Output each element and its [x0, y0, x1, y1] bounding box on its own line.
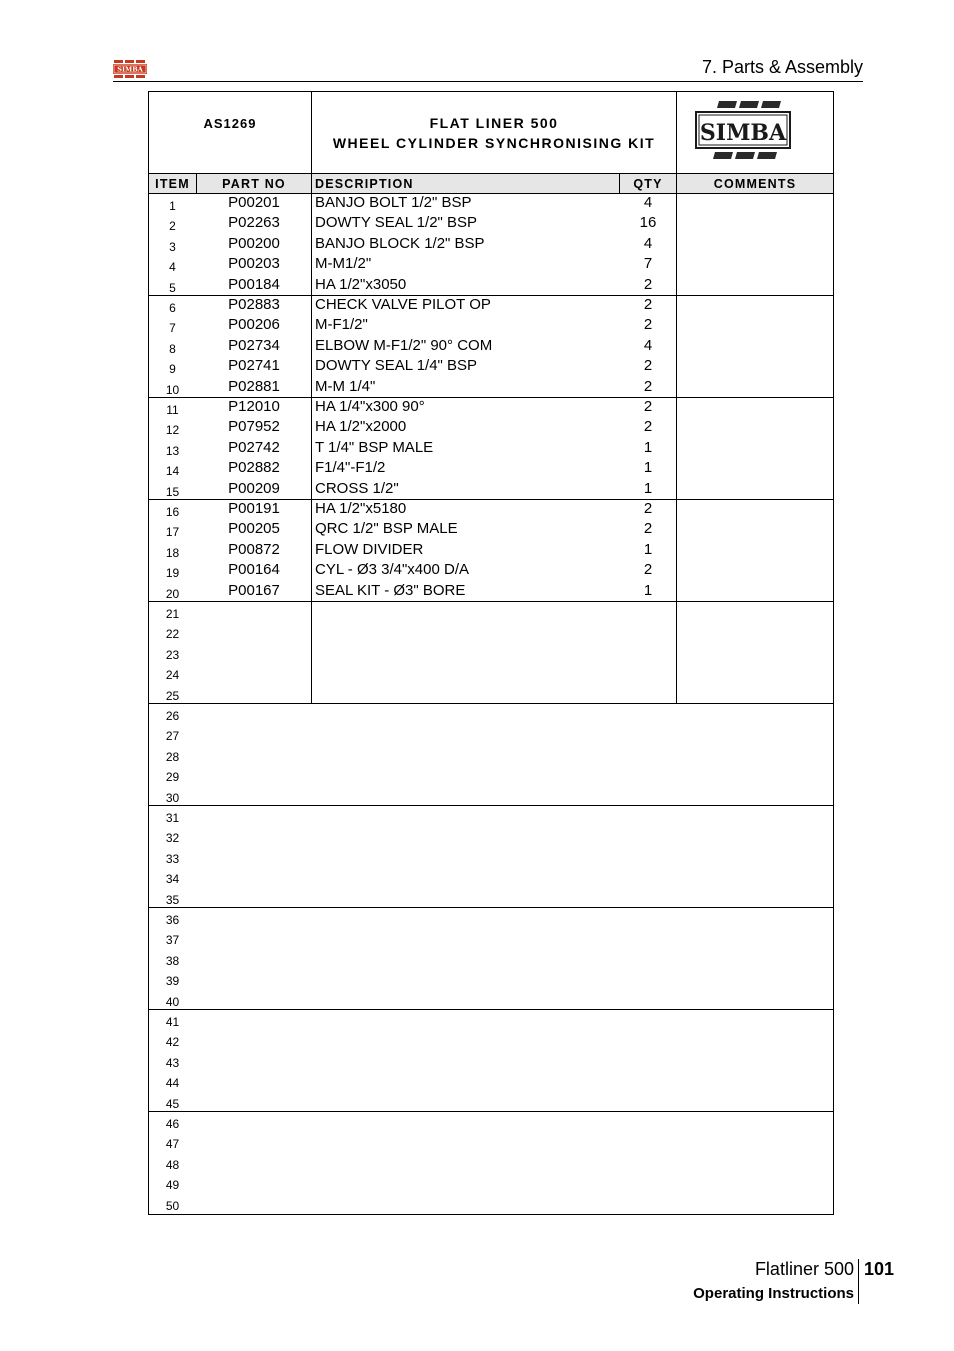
part-description: DOWTY SEAL 1/2" BSP	[315, 214, 478, 232]
item-number: 28	[165, 749, 180, 764]
table-row	[149, 849, 833, 869]
quantity: 7	[643, 255, 653, 273]
part-description: BANJO BLOCK 1/2" BSP	[315, 234, 485, 252]
item-number: 15	[165, 484, 180, 499]
item-number: 8	[169, 341, 176, 356]
table-row	[149, 665, 833, 685]
footer-divider	[858, 1259, 859, 1304]
part-number: P07952	[228, 418, 280, 436]
item-number: 47	[165, 1137, 180, 1152]
quantity: 2	[643, 500, 653, 517]
part-description: SEAL KIT - Ø3" BORE	[315, 581, 466, 599]
item-number: 44	[165, 1076, 180, 1091]
item-number: 46	[165, 1117, 180, 1131]
part-number: P00206	[228, 316, 280, 334]
item-number: 1	[169, 199, 176, 213]
item-number: 37	[165, 933, 180, 948]
item-number: 21	[165, 607, 180, 621]
part-description: M-M 1/4"	[315, 377, 376, 395]
table-row	[149, 971, 833, 991]
quantity: 1	[643, 581, 653, 599]
item-number: 48	[165, 1157, 180, 1172]
assembly-code: AS1269	[203, 116, 257, 131]
part-description: BANJO BOLT 1/2" BSP	[315, 194, 472, 211]
table-row	[149, 726, 833, 746]
group-divider	[149, 1111, 833, 1112]
page-number: 101	[864, 1259, 895, 1279]
part-number: P02883	[228, 296, 280, 313]
quantity: 2	[643, 357, 653, 375]
quantity: 2	[643, 520, 653, 538]
part-description: ELBOW M-F1/2" 90° COM	[315, 336, 493, 354]
item-number: 23	[165, 647, 180, 662]
item-number: 43	[165, 1055, 180, 1070]
item-number: 49	[165, 1178, 180, 1193]
part-description: HA 1/2"x3050	[315, 275, 407, 293]
table-row	[149, 1175, 833, 1195]
table-row	[149, 910, 833, 930]
small-logo-text: SIMBA	[117, 65, 143, 74]
item-number: 25	[165, 688, 180, 703]
kit-title	[312, 113, 676, 153]
item-number: 33	[165, 851, 180, 866]
item-number: 29	[165, 770, 180, 785]
part-number: P02741	[228, 357, 280, 375]
table-row	[149, 1053, 833, 1073]
group-divider	[149, 1009, 833, 1010]
part-number: P00201	[228, 194, 280, 211]
col-header-comments: COMMENTS	[713, 177, 797, 191]
part-number: P12010	[228, 398, 280, 415]
part-number: P00205	[228, 520, 280, 538]
table-row	[149, 1032, 833, 1052]
table-row	[149, 767, 833, 787]
item-number: 35	[165, 892, 180, 907]
table-row	[149, 298, 833, 318]
item-number: 7	[169, 321, 176, 336]
table-row	[149, 1155, 833, 1175]
col-header-item: ITEM	[155, 177, 190, 191]
quantity: 2	[643, 275, 653, 293]
item-number: 22	[165, 627, 180, 642]
item-number: 36	[165, 913, 180, 927]
table-row	[149, 563, 833, 583]
table-row	[149, 1073, 833, 1093]
table-row	[149, 257, 833, 277]
group-divider	[149, 907, 833, 908]
table-row	[149, 645, 833, 665]
part-number: P00200	[228, 234, 280, 252]
item-number: 13	[165, 443, 180, 458]
table-row	[149, 1114, 833, 1134]
column-header-row	[149, 174, 833, 194]
col-header-description: DESCRIPTION	[315, 177, 414, 191]
page-header	[0, 0, 954, 90]
item-number: 4	[169, 260, 176, 275]
table-row	[149, 1012, 833, 1032]
table-row	[149, 706, 833, 726]
quantity: 4	[643, 336, 653, 354]
page-footer	[0, 1250, 954, 1310]
quantity: 2	[643, 316, 653, 334]
part-number: P00872	[228, 540, 280, 558]
part-number: P02881	[228, 377, 280, 395]
quantity: 1	[643, 540, 653, 558]
col-header-qty: QTY	[633, 177, 663, 191]
table-row	[149, 400, 833, 420]
header-rule	[113, 81, 863, 82]
part-number: P00191	[228, 500, 280, 517]
table-row	[149, 951, 833, 971]
table-row	[149, 604, 833, 624]
item-number: 18	[165, 545, 180, 560]
item-number: 50	[165, 1198, 180, 1213]
title-block	[149, 92, 833, 174]
table-row	[149, 336, 833, 359]
item-number: 27	[165, 729, 180, 744]
table-row	[149, 930, 833, 950]
table-row	[149, 747, 833, 767]
part-description: QRC 1/2" BSP MALE	[315, 520, 458, 538]
table-row	[149, 869, 833, 889]
item-number: 10	[165, 382, 180, 397]
group-divider	[149, 805, 833, 806]
item-number: 6	[169, 301, 176, 315]
part-description: DOWTY SEAL 1/4" BSP	[315, 357, 478, 375]
group-divider	[149, 703, 833, 704]
table-row	[149, 420, 833, 440]
part-description: CROSS 1/2"	[315, 479, 399, 497]
item-number: 17	[165, 525, 180, 540]
kit-title-line2: WHEEL CYLINDER SYNCHRONISING KIT	[332, 135, 656, 151]
quantity: 2	[643, 398, 653, 415]
part-number: P02263	[228, 214, 280, 232]
part-description: CYL - Ø3 3/4"x400 D/A	[315, 561, 470, 579]
kit-title-line1: FLAT LINER 500	[429, 115, 559, 131]
footer-subtitle: Operating Instructions	[693, 1285, 854, 1302]
table-row	[149, 359, 833, 379]
table-row	[149, 502, 833, 522]
part-description: HA 1/2"x5180	[315, 500, 407, 517]
part-description: HA 1/4"x300 90°	[315, 398, 425, 415]
parts-list-sheet	[148, 91, 834, 1215]
table-row	[149, 234, 833, 257]
item-number: 34	[165, 872, 180, 887]
item-number: 3	[169, 239, 176, 254]
part-description: M-M1/2"	[315, 255, 372, 273]
item-number: 40	[165, 994, 180, 1009]
part-number: P00167	[228, 581, 280, 599]
table-row	[149, 828, 833, 848]
item-number: 45	[165, 1096, 180, 1111]
part-description: M-F1/2"	[315, 316, 368, 334]
table-row	[149, 1196, 833, 1216]
title-divider	[676, 92, 677, 173]
simba-logo	[693, 99, 793, 161]
quantity: 2	[643, 561, 653, 579]
table-row	[149, 438, 833, 461]
item-number: 30	[165, 790, 180, 805]
part-number: P00209	[228, 479, 280, 497]
part-description: CHECK VALVE PILOT OP	[315, 296, 491, 313]
part-description: FLOW DIVIDER	[315, 540, 424, 558]
table-row	[149, 216, 833, 236]
item-number: 2	[169, 219, 176, 234]
item-number: 12	[165, 423, 180, 438]
part-number: P02882	[228, 459, 280, 477]
table-row	[149, 522, 833, 542]
section-title: 7. Parts & Assembly	[701, 57, 863, 77]
item-number: 5	[169, 280, 176, 295]
part-description: F1/4"-F1/2	[315, 459, 386, 477]
item-number: 9	[169, 362, 176, 377]
item-number: 24	[165, 668, 180, 683]
quantity: 1	[643, 459, 653, 477]
item-number: 31	[165, 811, 180, 825]
quantity: 2	[643, 418, 653, 436]
quantity: 2	[643, 377, 653, 395]
item-number: 42	[165, 1035, 180, 1050]
table-row	[149, 808, 833, 828]
item-number: 39	[165, 974, 180, 989]
item-number: 20	[165, 586, 180, 601]
part-description: HA 1/2"x2000	[315, 418, 407, 436]
table-row	[149, 1134, 833, 1154]
document-title: Flatliner 500	[754, 1259, 854, 1279]
quantity: 4	[643, 234, 653, 252]
quantity: 16	[639, 214, 657, 232]
item-number: 32	[165, 831, 180, 846]
part-number: P00203	[228, 255, 280, 273]
item-number: 16	[165, 505, 180, 519]
table-row	[149, 461, 833, 481]
part-description: T 1/4" BSP MALE	[315, 438, 434, 456]
part-number: P00184	[228, 275, 280, 293]
simba-logo-small	[113, 60, 147, 78]
item-number: 19	[165, 566, 180, 581]
part-number: P02734	[228, 336, 280, 354]
part-number: P00164	[228, 561, 280, 579]
item-number: 41	[165, 1015, 180, 1029]
table-row	[149, 196, 833, 216]
item-number: 26	[165, 709, 180, 723]
table-row	[149, 624, 833, 644]
item-number: 14	[165, 464, 180, 479]
quantity: 4	[643, 194, 653, 211]
item-number: 38	[165, 953, 180, 968]
part-number: P02742	[228, 438, 280, 456]
logo-text: SIMBA	[699, 120, 787, 146]
quantity: 2	[643, 296, 653, 313]
col-header-part-no: PART NO	[222, 177, 286, 191]
item-number: 11	[166, 403, 179, 417]
quantity: 1	[643, 438, 653, 456]
group-divider	[149, 601, 833, 602]
table-row	[149, 540, 833, 563]
quantity: 1	[643, 479, 653, 497]
table-row	[149, 318, 833, 338]
